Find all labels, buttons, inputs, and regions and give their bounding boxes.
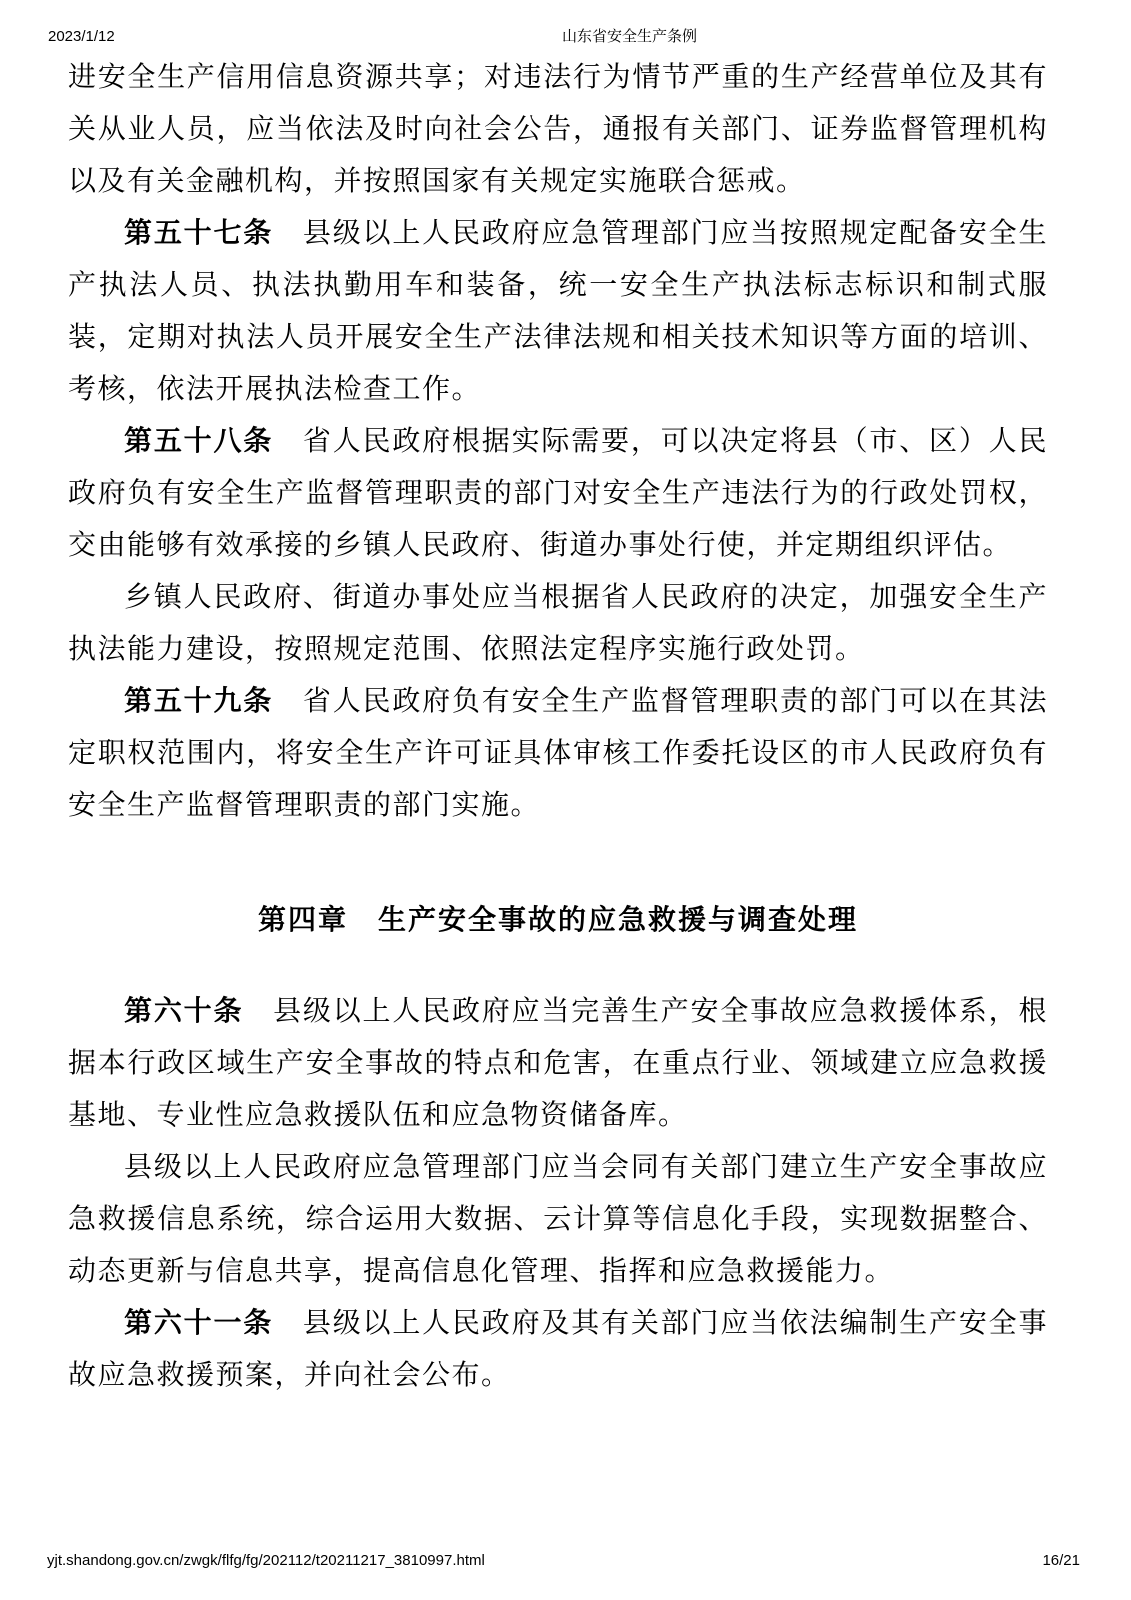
- print-header-date: 2023/1/12: [48, 28, 115, 45]
- paragraph-article-59: [68, 676, 1048, 832]
- page-number: 16/21: [1042, 1552, 1080, 1569]
- paragraph-text: 省人民政府根据实际需要，可以决定将县（市、区）人民政府负有安全生产监督管理职责的部门对安全生产违法行为的行政处罚权，交由能够有效承接的乡镇人民政府、街道办事处行使，并定期组织评估。: [68, 426, 1048, 561]
- paragraph-article-60-clause-2: [68, 1142, 1048, 1298]
- paragraph-text: 县级以上人民政府应急管理部门应当按照规定配备安全生产执法人员、执法执勤用车和装备，统一安全生产执法标志标识和制式服装，定期对执法人员开展安全生产法律法规和相关技术知识等方面的培训、考核，依法开展执法检查工作。: [68, 218, 1048, 405]
- source-url: yjt.shandong.gov.cn/zwgk/flfg/fg/202112/t20211217_3810997.html: [47, 1552, 485, 1569]
- paragraph-article-57: [68, 208, 1048, 416]
- paragraph-text: 省人民政府负有安全生产监督管理职责的部门可以在其法定职权范围内，将安全生产许可证具体审核工作委托设区的市人民政府负有安全生产监督管理职责的部门实施。: [68, 686, 1048, 821]
- document-title: 山东省安全生产条例: [562, 28, 698, 45]
- paragraph-article-61: [68, 1298, 1048, 1402]
- chapter-heading: 第四章 生产安全事故的应急救援与调查处理: [257, 904, 858, 935]
- paragraph-text: 县级以上人民政府应当完善生产安全事故应急救援体系，根据本行政区域生产安全事故的特点和危害，在重点行业、领域建立应急救援基地、专业性应急救援队伍和应急物资储备库。: [68, 996, 1048, 1131]
- paragraph-text: 进安全生产信用信息资源共享；对违法行为情节严重的生产经营单位及其有关从业人员，应当依法及时向社会公告，通报有关部门、证券监督管理机构以及有关金融机构，并按照国家有关规定实施联合惩戒。: [68, 62, 1048, 197]
- paragraph-text: 乡镇人民政府、街道办事处应当根据省人民政府的决定，加强安全生产执法能力建设，按照规定范围、依照法定程序实施行政处罚。: [68, 582, 1048, 665]
- paragraph-text: 县级以上人民政府应急管理部门应当会同有关部门建立生产安全事故应急救援信息系统，综合运用大数据、云计算等信息化手段，实现数据整合、动态更新与信息共享，提高信息化管理、指挥和应急救援能力。: [68, 1152, 1048, 1287]
- paragraph-article-60: [68, 986, 1048, 1142]
- paragraph-text: 县级以上人民政府及其有关部门应当依法编制生产安全事故应急救援预案，并向社会公布。: [68, 1308, 1048, 1391]
- document-body: [68, 52, 1048, 1402]
- paragraph-article-58-clause-2: [68, 572, 1048, 676]
- paragraph-article-58: [68, 416, 1048, 572]
- article-number: 第六十一条: [124, 1308, 274, 1339]
- article-number: 第六十条: [124, 996, 244, 1027]
- article-number: 第五十八条: [124, 426, 274, 457]
- article-number: 第五十九条: [124, 686, 274, 717]
- article-number: 第五十七条: [124, 218, 274, 249]
- paragraph-continued: [68, 52, 1048, 208]
